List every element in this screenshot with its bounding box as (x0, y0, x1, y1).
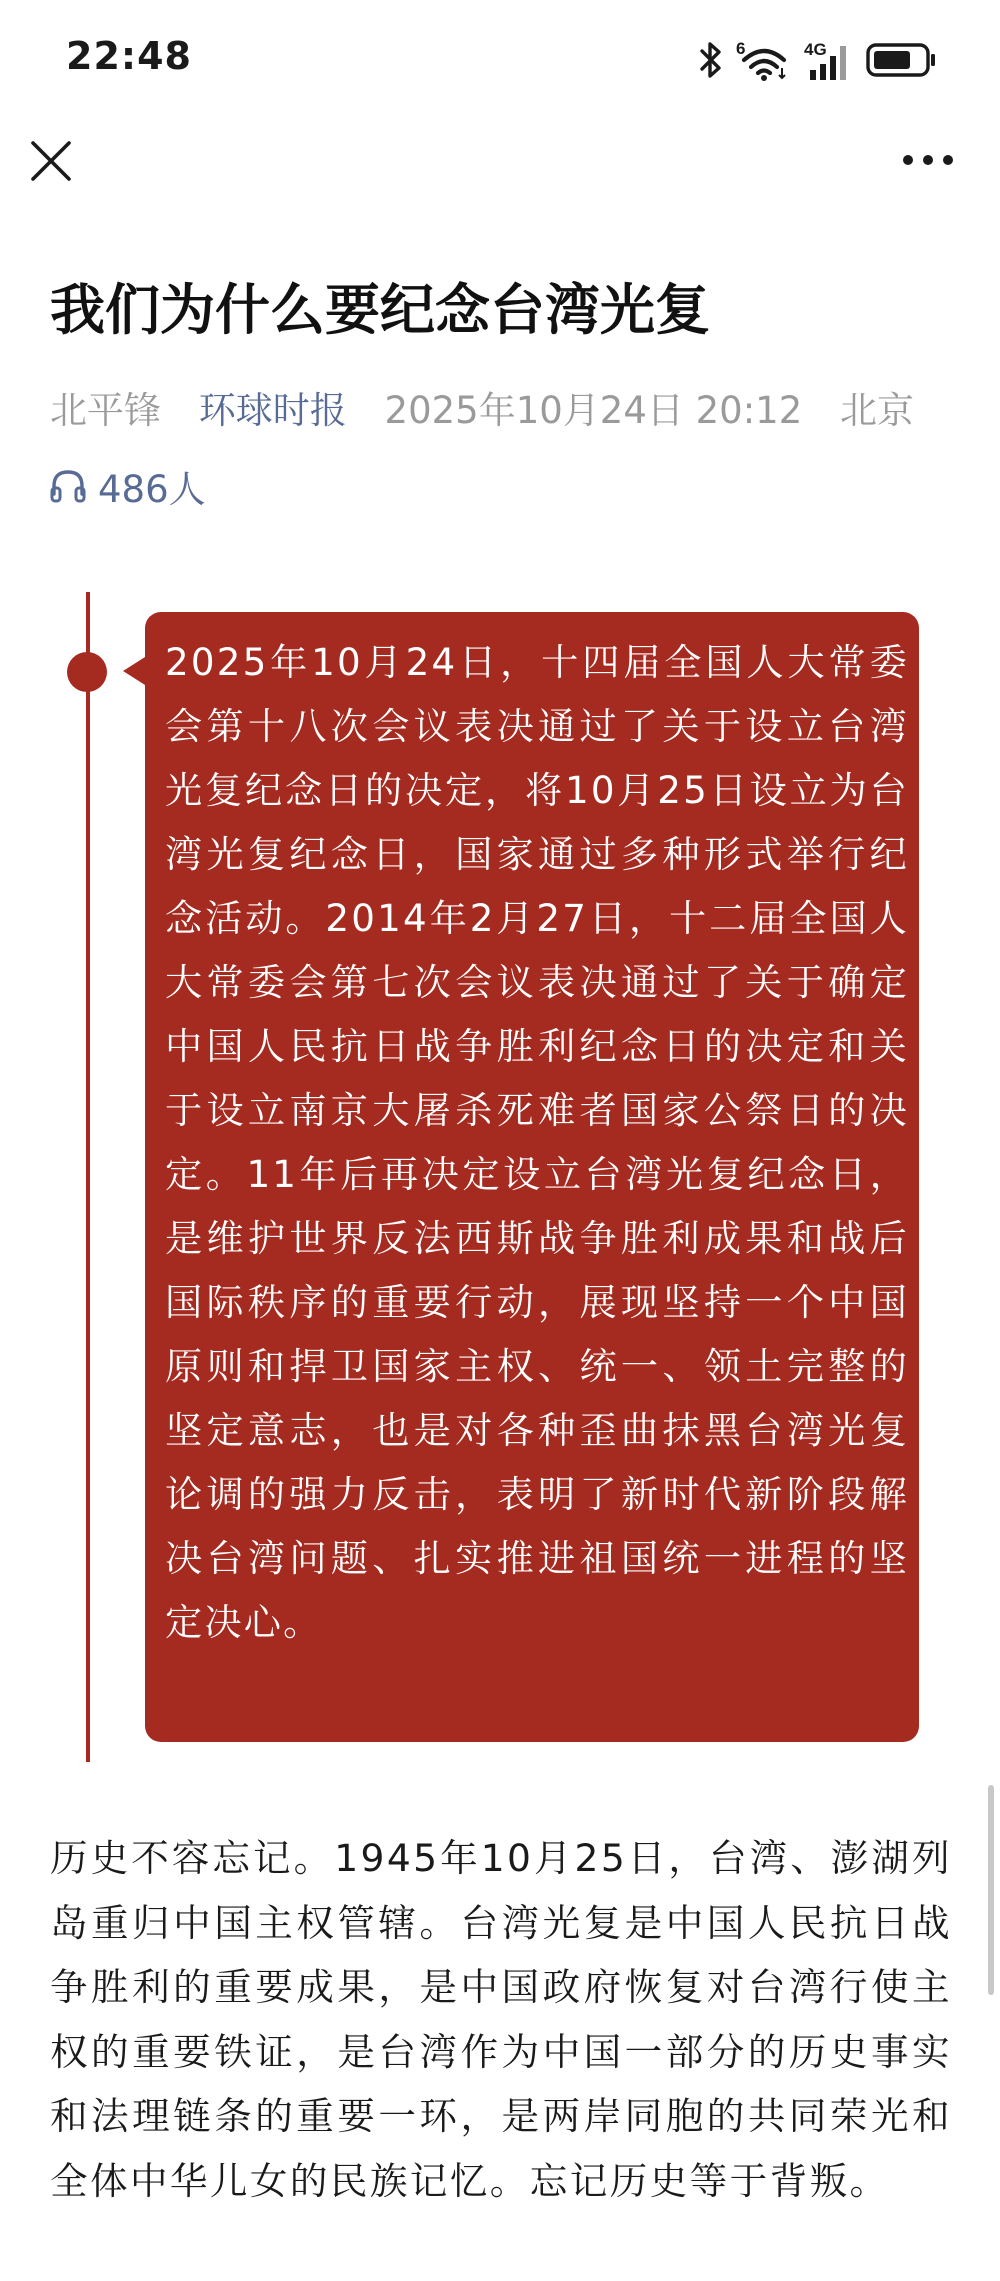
network-label: 4G (804, 40, 827, 59)
source-link[interactable]: 环球时报 (198, 389, 347, 432)
quote-timeline-line (86, 592, 90, 1762)
article-meta (50, 383, 970, 439)
cellular-signal-icon (804, 38, 854, 82)
battery-icon (866, 42, 936, 78)
quote-pointer (123, 657, 145, 685)
listen-count: 486人 (98, 468, 206, 511)
more-dots-icon (900, 140, 956, 180)
status-time: 22:48 (66, 34, 192, 78)
quote-timeline-dot (67, 652, 107, 692)
scrollbar[interactable] (988, 1785, 994, 1995)
wifi-badge: 6 (736, 39, 746, 58)
author-name[interactable]: 北平锋 (50, 389, 161, 432)
listen-button[interactable] (50, 458, 206, 514)
bluetooth-icon (698, 40, 724, 80)
article-paragraph: 历史不容忘记。1945年10月25日，台湾、澎湖列岛重归中国主权管辖。台湾光复是中国人民抗日战争胜利的重要成果，是中国政府恢复对台湾行使主权的重要铁证，是台湾作为中国一部分的历史事实和法理链条的重要一环，是两岸同胞的共同荣光和全体中华儿女的民族记忆。忘记历史等于背叛。 (50, 1836, 952, 2203)
more-options-button[interactable] (900, 140, 956, 180)
quote-block (145, 612, 919, 1742)
headphones-icon (50, 468, 86, 504)
status-icons (698, 34, 936, 86)
close-icon (28, 138, 74, 184)
publish-datetime: 2025年10月24日 20:12 (384, 389, 803, 432)
close-button[interactable] (28, 138, 74, 184)
battery-level (874, 51, 910, 69)
status-bar (0, 0, 1000, 120)
publish-location: 北京 (840, 389, 915, 432)
wifi-icon (736, 38, 792, 82)
article-title: 我们为什么要纪念台湾光复 (50, 278, 711, 342)
quote-text: 2025年10月24日，十四届全国人大常委会第十八次会议表决通过了关于设立台湾光复纪念日的决定，将10月25日设立为台湾光复纪念日，国家通过多种形式举行纪念活动。2014年2月27日，十二届全国人大常委会第七次会议表决通过了关于确定中国人民抗日战争胜利纪念日的决定和关于设立南京大屠杀死难者国家公祭日的决定。11年后再决定设立台湾光复纪念日，是维护世界反法西斯战争胜利成果和战后国际秩序的重要行动，展现坚持一个中国原则和捍卫国家主权、统一、领土完整的坚定意志，也是对各种歪曲抹黑台湾光复论调的强力反击，表明了新时代新阶段解决台湾问题、扎实推进祖国统一进程的坚定决心。 (165, 640, 909, 1644)
